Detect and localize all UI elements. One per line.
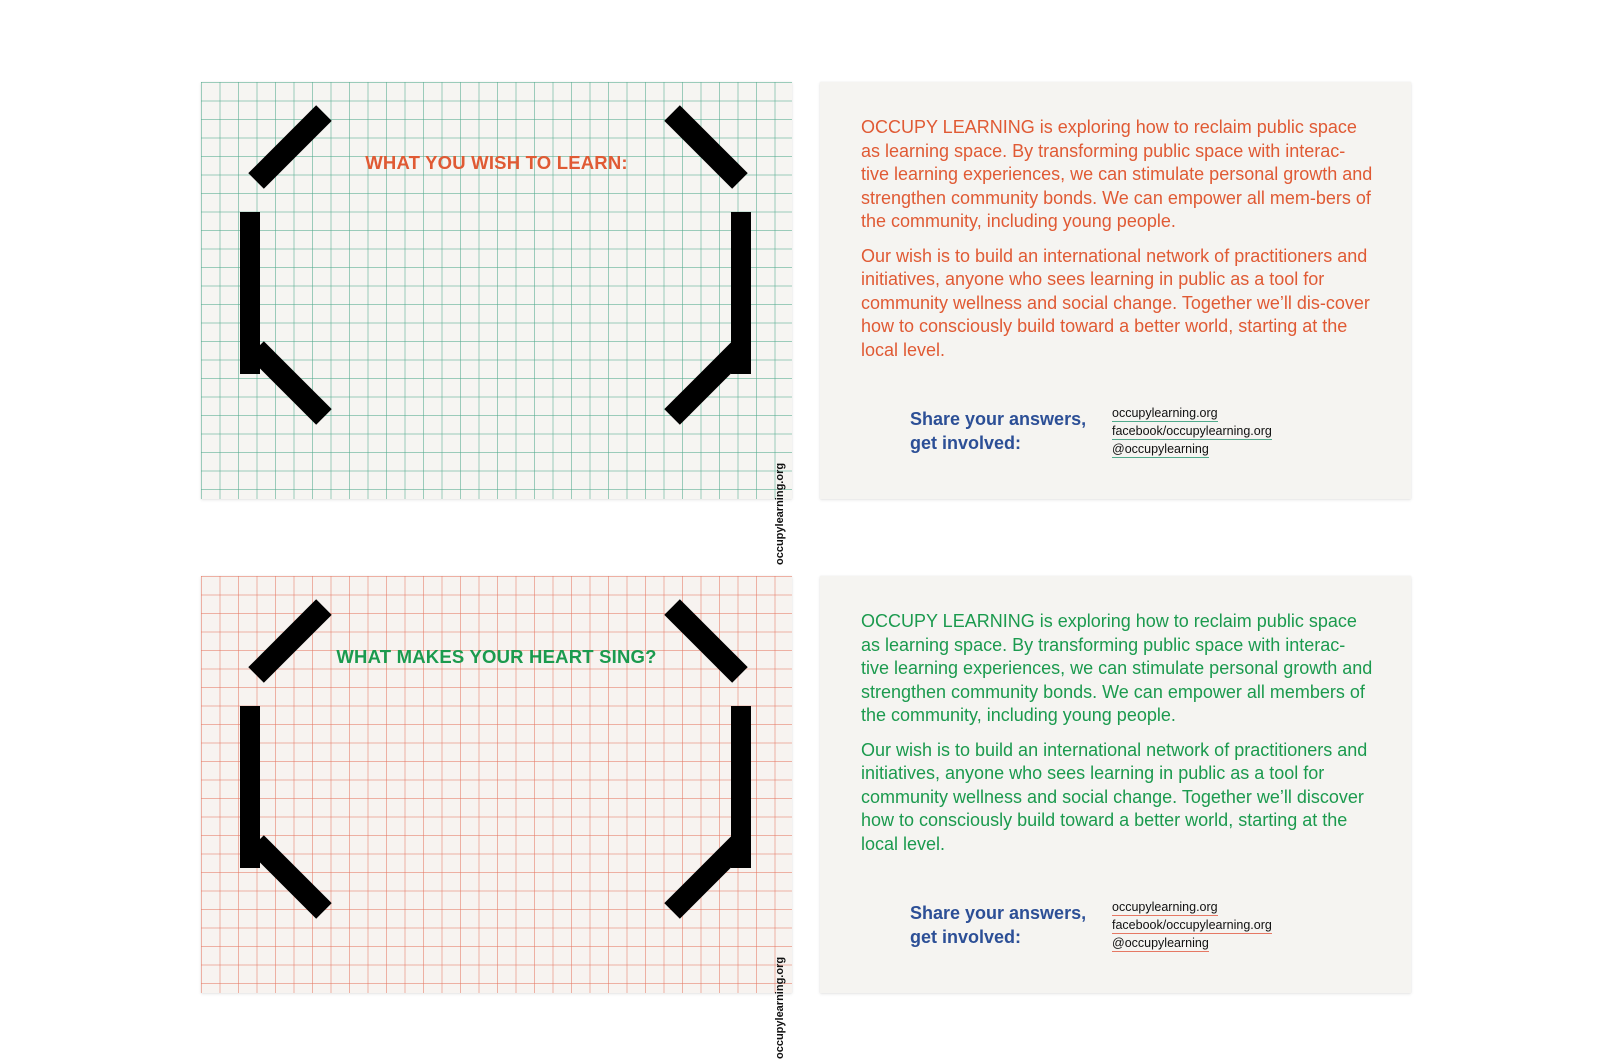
bracket-left-top: [248, 105, 331, 188]
link-facebook[interactable]: facebook/occupylearning.org: [1112, 918, 1272, 932]
side-url: occupylearning.org: [774, 462, 786, 565]
link-handle[interactable]: @occupylearning: [1112, 442, 1209, 456]
body-text: [861, 610, 1373, 867]
bracket-left-bottom: [248, 835, 331, 918]
links-list: [1112, 898, 1272, 952]
link-website[interactable]: occupylearning.org: [1112, 900, 1218, 914]
card-back-1: [820, 82, 1411, 499]
bracket-left-top: [248, 599, 331, 682]
bracket-right-top: [664, 599, 747, 682]
body-text: [861, 116, 1373, 373]
link-handle[interactable]: @occupylearning: [1112, 936, 1209, 950]
link-website[interactable]: occupylearning.org: [1112, 406, 1218, 420]
question-heading: WHAT MAKES YOUR HEART SING?: [336, 646, 657, 667]
card-front-heart: [201, 576, 792, 1059]
bracket-right-top: [664, 105, 747, 188]
bracket-left-bottom: [248, 341, 331, 424]
paragraph-intro: OCCUPY LEARNING is exploring how to reclaim public space as learning space. By transforming public space with interac-tive learning experiences, we can stimulate personal growth and strengthen community bonds. We can empower all mem-bers of the community, including young people.: [861, 117, 1373, 231]
paragraph-wish: Our wish is to build an international network of practitioners and initiatives, anyone who sees learning in public as a tool for community wellness and social change. Together we’ll discover how to consciously build toward a better world, starting at the local level.: [861, 739, 1368, 854]
bracket-right-bottom: [664, 835, 747, 918]
card-back-2: [820, 576, 1411, 993]
share-label: Share your answers, get involved:: [910, 409, 1087, 453]
share-label: Share your answers, get involved:: [910, 903, 1087, 947]
side-url: occupylearning.org: [774, 956, 786, 1059]
paragraph-intro: OCCUPY LEARNING is exploring how to reclaim public space as learning space. By transforming public space with interac-tive learning experiences, we can stimulate personal growth and strengthen community bonds. We can empower all members of the community, including young people.: [861, 611, 1373, 725]
links-list: [1112, 404, 1272, 458]
card-front-learn: [201, 82, 792, 565]
bracket-right-bottom: [664, 341, 747, 424]
link-facebook[interactable]: facebook/occupylearning.org: [1112, 424, 1272, 438]
question-heading: WHAT YOU WISH TO LEARN:: [365, 152, 628, 173]
paragraph-wish: Our wish is to build an international network of practitioners and initiatives, anyone who sees learning in public as a tool for community wellness and social change. Together we’ll dis-cover how to consciously build toward a better world, starting at the local level.: [861, 245, 1370, 360]
